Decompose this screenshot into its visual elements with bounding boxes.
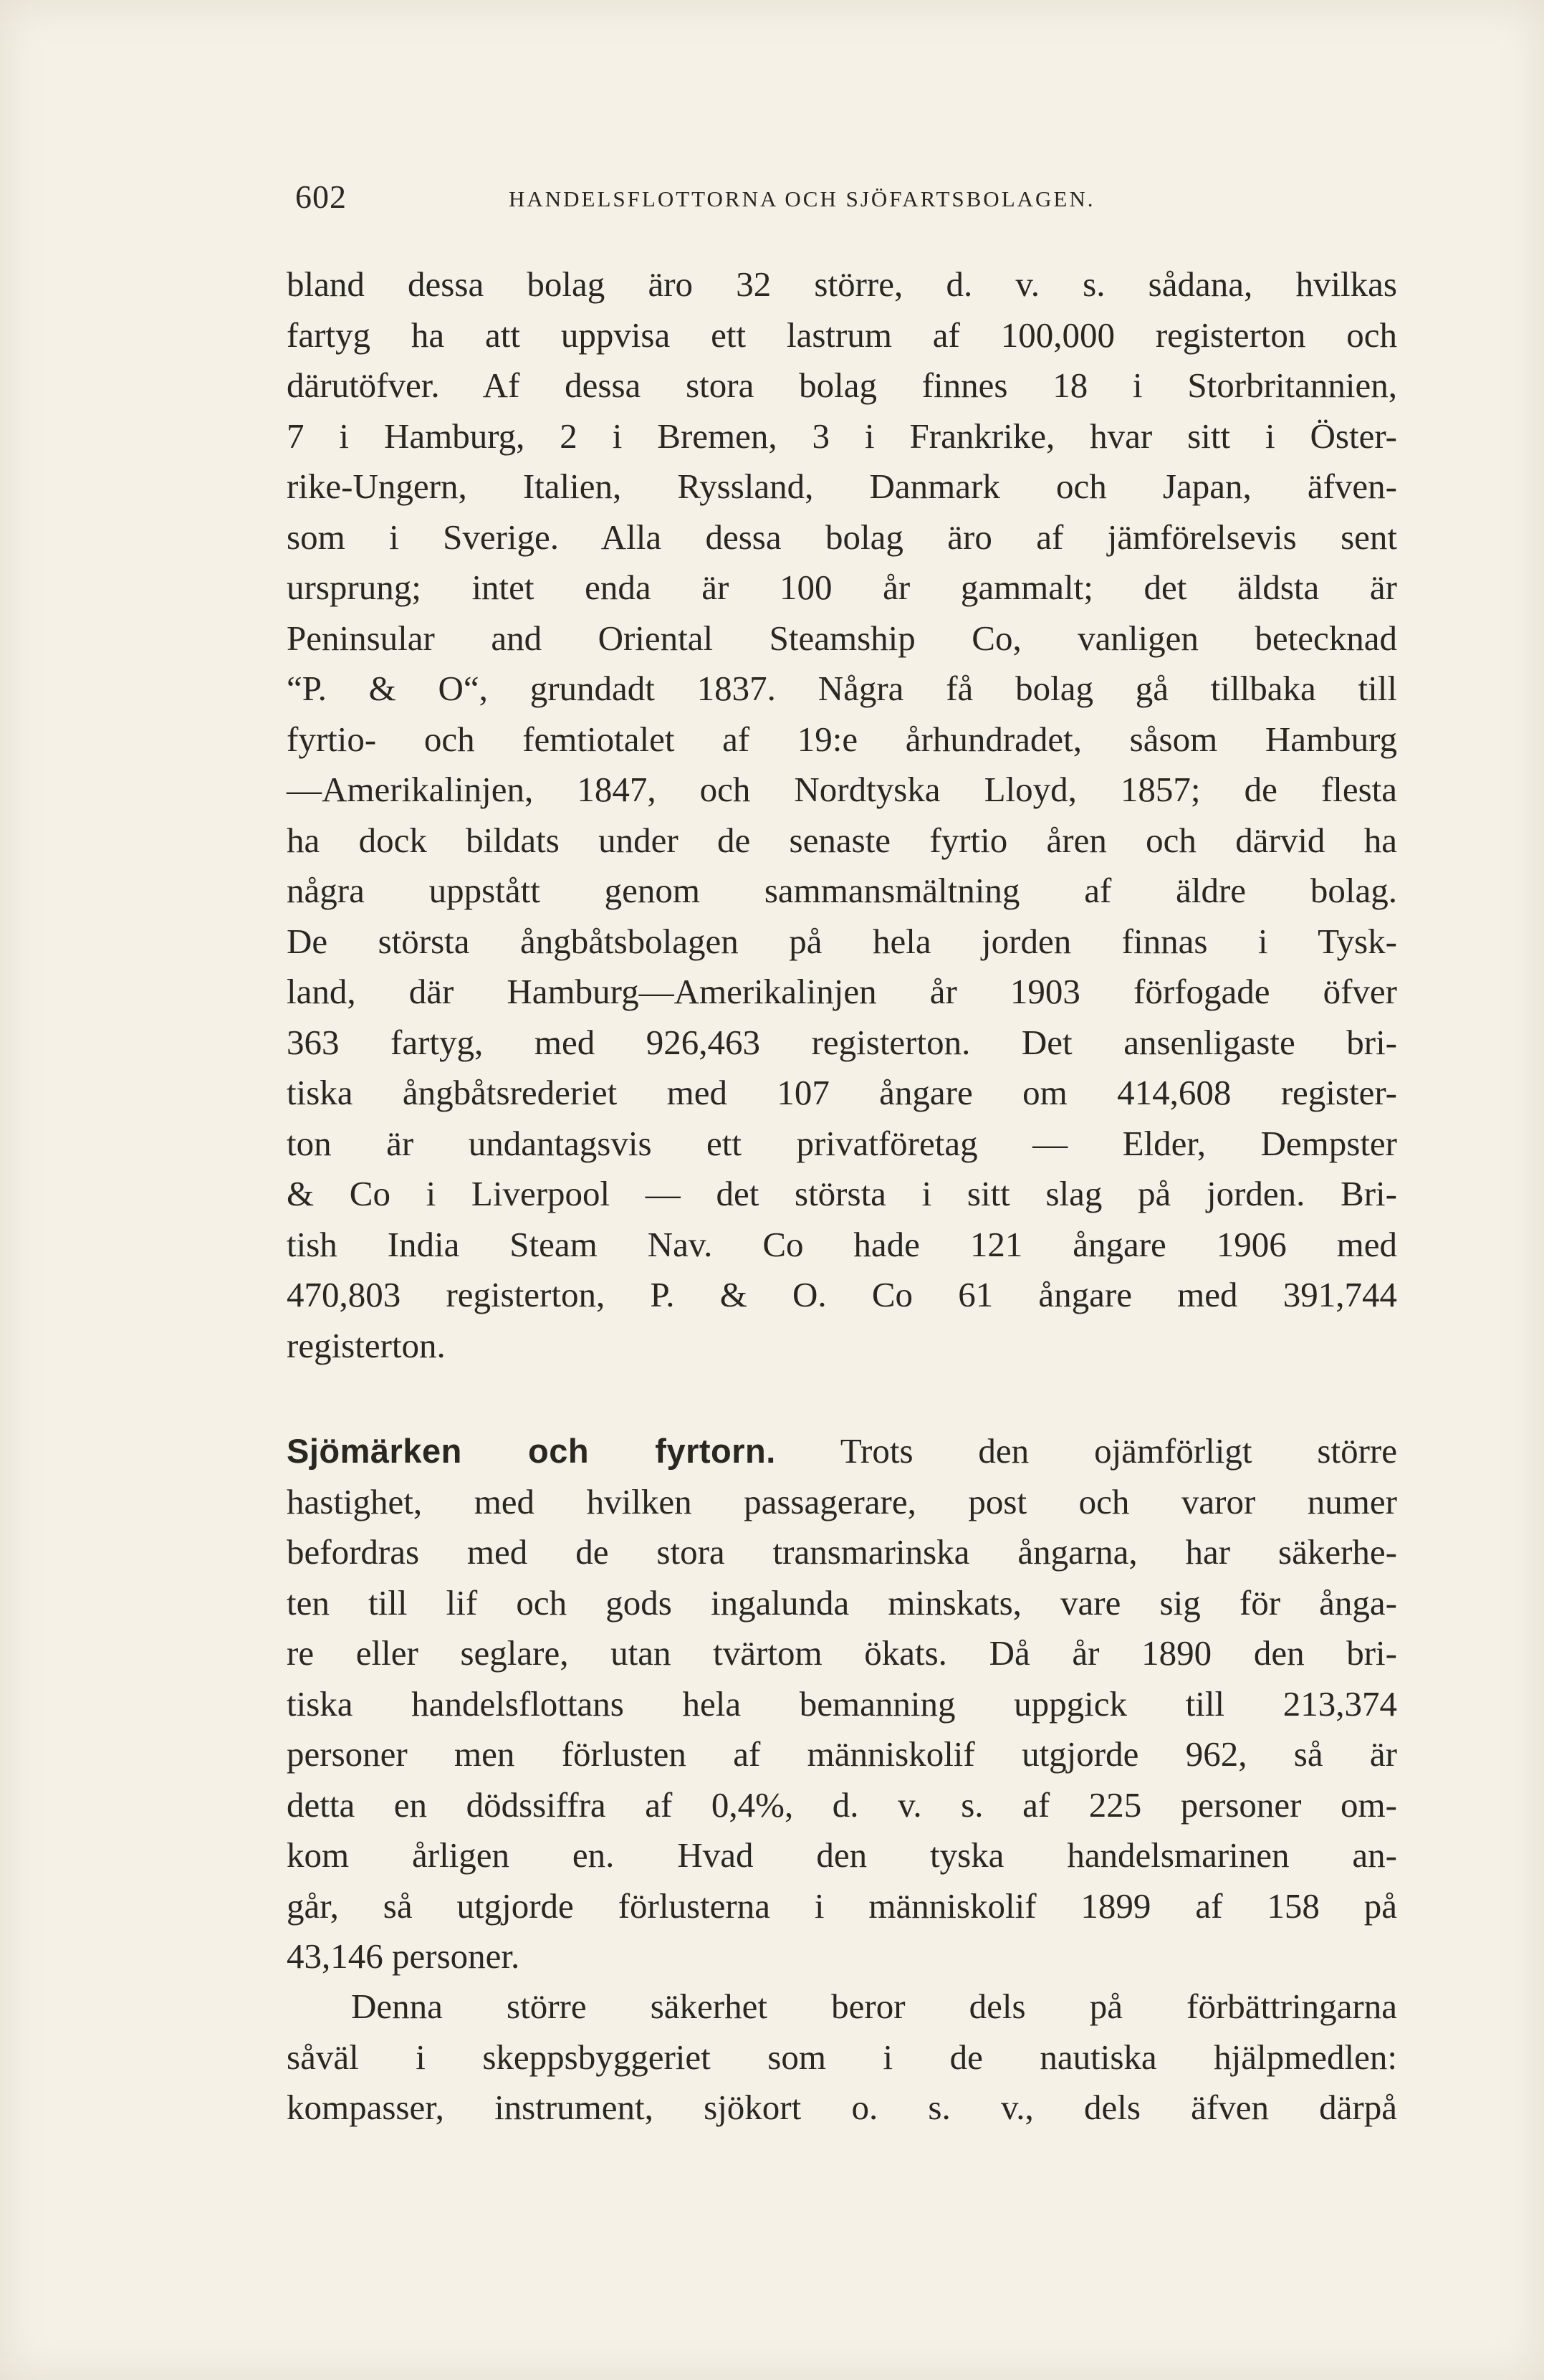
page-header [287,178,1397,221]
paragraph-3 [287,1982,1397,2133]
text-line: Denna större säkerhet beror dels på förbättringarna [351,1987,1397,2026]
text-line: tish India Steam Nav. Co hade 121 ångare 1906 med [287,1224,1397,1264]
text-line: kompasser, instrument, sjökort o. s. v., dels äfven därpå [287,2088,1397,2127]
text-line: kom årligen en. Hvad den tyska handelsmarinen an- [287,1835,1397,1875]
text-line: & Co i Liverpool — det största i sitt slag på jorden. Bri- [287,1174,1397,1213]
text-line: Peninsular and Oriental Steamship Co, vanligen betecknad [287,618,1397,658]
text-line: därutöfver. Af dessa stora bolag finnes 18 i Storbritannien, [287,365,1397,405]
section-sjomarken [287,1426,1397,1982]
running-title: HANDELSFLOTTORNA OCH SJÖFARTSBOLAGEN. [509,186,1095,211]
page-number: 602 [295,178,347,215]
text-line: rike-Ungern, Italien, Ryssland, Danmark och Japan, äfven- [287,467,1397,506]
text-line: ten till lif och gods ingalunda minskats, vare sig för ånga- [287,1582,1397,1622]
text-line: befordras med de stora transmarinska ångarna, har säkerhe- [287,1532,1397,1572]
text-line: ton är undantagsvis ett privatföretag — Elder, Dempster [287,1123,1397,1163]
text-line: re eller seglare, utan tvärtom ökats. Då år 1890 den bri- [287,1633,1397,1673]
text-line: bland dessa bolag äro 32 större, d. v. s. sådana, hvilkas [287,264,1397,304]
text-line: 470,803 registerton, P. & O. Co 61 ångare med 391,744 [287,1275,1397,1314]
paragraph-1 [287,259,1397,1371]
text-line: personer men förlusten af människolif utgjorde 962, så är [287,1734,1397,1774]
text-line: tiska ångbåtsrederiet med 107 ångare om 414,608 register- [287,1073,1397,1112]
section-heading: Sjömärken och fyrtorn. [287,1432,776,1470]
text-line: 363 fartyg, med 926,463 registerton. Det ansenligaste bri- [287,1022,1397,1062]
text-line: tiska handelsflottans hela bemanning uppgick till 213,374 [287,1683,1397,1724]
text-line: registerton. [287,1325,446,1365]
text-line: går, så utgjorde förlusterna i människolif 1899 af 158 på [287,1886,1397,1926]
text-line: 43,146 personer. [287,1936,520,1976]
text-line: detta en dödssiffra af 0,4%, d. v. s. af 225 personer om- [287,1784,1397,1825]
text-line: fartyg ha att uppvisa ett lastrum af 100,000 registerton och [287,315,1397,355]
section-first-line-text: Trots den ojämförligt större [840,1431,1397,1471]
text-line: —Amerikalinjen, 1847, och Nordtyska Lloyd, 1857; de flesta [287,770,1397,809]
text-line: såväl i skeppsbyggeriet som i de nautiska hjälpmedlen: [287,2037,1397,2077]
text-line: land, där Hamburg—Amerikalinjen år 1903 förfogade öfver [287,972,1397,1011]
text-line: De största ångbåtsbolagen på hela jorden finnas i Tysk- [287,921,1397,961]
text-line: några uppstått genom sammansmältning af äldre bolag. [287,871,1397,910]
text-line: hastighet, med hvilken passagerare, post och varor numer [287,1481,1397,1521]
text-line: ursprung; intet enda är 100 år gammalt; det äldsta är [287,568,1397,607]
text-line: 7 i Hamburg, 2 i Bremen, 3 i Frankrike, hvar sitt i Öster- [287,416,1397,456]
text-line: ha dock bildats under de senaste fyrtio åren och därvid ha [287,820,1397,860]
section-first-line [287,1426,1397,1477]
text-line: “P. & O“, grundadt 1837. Några få bolag gå tillbaka till [287,669,1397,708]
text-line: fyrtio- och femtiotalet af 19:e århundradet, såsom Hamburg [287,719,1397,759]
text-line: som i Sverige. Alla dessa bolag äro af jämförelsevis sent [287,517,1397,557]
